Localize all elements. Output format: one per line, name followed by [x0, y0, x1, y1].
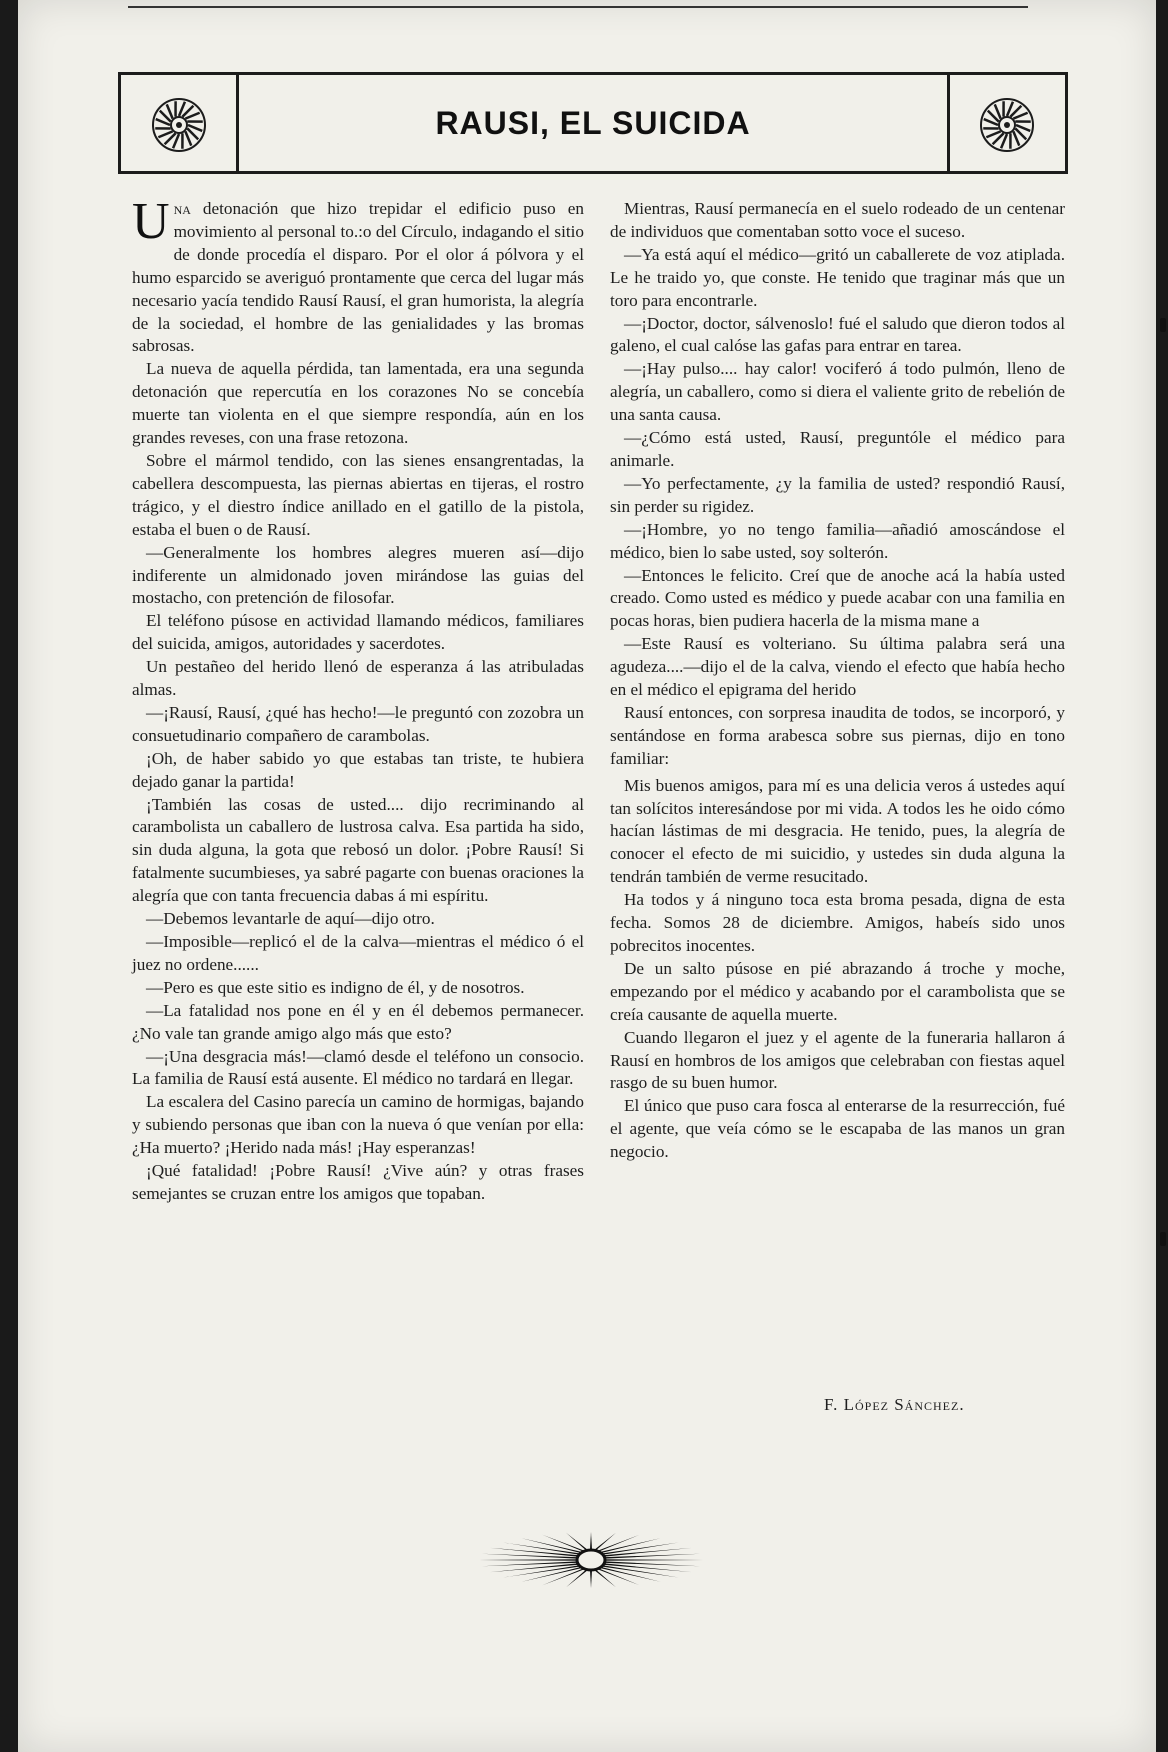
paragraph-text: Mientras, Rausí permanecía en el suelo rodeado de un centenar de individuos que comentaban sotto voce el suceso.: [610, 199, 1065, 241]
paragraph-text: —Este Rausí es volteriano. Su última palabra será una agudeza....—dijo el de la calva, viendo el efecto que había hecho en el médico el epigrama del herido: [610, 634, 1065, 700]
paragraph: [610, 889, 1065, 958]
rosette-ornament-icon: [149, 95, 209, 155]
paragraph: [610, 198, 1065, 244]
paragraph: [132, 908, 584, 931]
paragraph: [132, 977, 584, 1000]
paragraph: [610, 1027, 1065, 1096]
title-frame: [118, 72, 1068, 174]
paragraph-text: —La fatalidad nos pone en él y en él debemos permanecer. ¿No vale tan grande amigo algo más que esto?: [132, 1000, 584, 1043]
paragraph: [610, 519, 1065, 565]
paragraph: [132, 1000, 584, 1046]
sunburst-ornament-icon: [476, 1530, 706, 1590]
magazine-page: [18, 0, 1156, 1752]
paragraph-text: La nueva de aquella pérdida, tan lamentada, era una segunda detonación que repercutía en los corazones No se concebía muerte tan violenta en el que siempre respondía, aún en los grandes reveses, con una frase retozona.: [132, 359, 584, 448]
author-signature: F. López Sánchez.: [824, 1395, 965, 1414]
article-title: RAUSI, EL SUICIDA: [435, 104, 751, 141]
top-rule: [128, 6, 1028, 8]
paragraph: [132, 1046, 584, 1092]
paragraph: [132, 702, 584, 748]
paragraph: [610, 358, 1065, 427]
paragraph-text: De un salto púsose en pié abrazando á troche y moche, empezando por el médico y acabando por el carambolista que se creía causante de aquella muerte.: [610, 958, 1065, 1024]
paragraph-text: Ha todos y á ninguno toca esta broma pesada, digna de esta fecha. Somos 28 de diciembre. Amigos, habeís sido unos pobrecitos inocentes.: [610, 890, 1065, 955]
paragraph-text: ¡También las cosas de usted.... dijo recriminando al carambolista un caballero de lustrosa calva. Esa partida ha sido, sin duda alguna, la gota que rebosó un dolor. ¡Pobre Rausí! Si fatalmente sucumbieses, ya sabré pagarte con buenas oraciones la alegría que con tanta frecuencia dabas á mi espíritu.: [132, 794, 584, 906]
paragraph: [132, 542, 584, 611]
paragraph: [610, 1095, 1065, 1164]
paragraph-text: —Debemos levantarle de aquí—dijo otro.: [146, 909, 435, 929]
paragraph-text: El teléfono púsose en actividad llamando médicos, familiares del suicida, amigos, autoridades y sacerdotes.: [132, 611, 584, 654]
paragraph-text: —Imposible—replicó el de la calva—mientras el médico ó el juez no ordene......: [132, 932, 584, 974]
paragraph-text: La escalera del Casino parecía un camino de hormigas, bajando y subiendo personas que iban con la nueva ó que venían por ella: ¿Ha muerto? ¡Herido nada más! ¡Hay esperanzas!: [132, 1092, 584, 1158]
paragraph-text: —¿Cómo está usted, Rausí, preguntóle el médico para animarle.: [610, 428, 1065, 470]
frame-divider-right: [947, 72, 950, 174]
rosette-ornament-icon: [977, 95, 1037, 155]
left-column: [132, 193, 584, 1206]
paragraph-text: —¡Doctor, doctor, sálvenoslo! fué el saludo que dieron todos al galeno, el cual calóse las gafas para entrar en tarea.: [610, 313, 1065, 356]
paragraph: [610, 565, 1065, 634]
paragraph: [132, 794, 584, 909]
paragraph-text: Un pestañeo del herido llenó de esperanza á las atribuladas almas.: [132, 657, 584, 700]
paragraph: [610, 702, 1065, 771]
paragraph-text: —¡Rausí, Rausí, ¿qué has hecho!—le preguntó con zozobra un consuetudinario compañero de carambolas.: [132, 702, 584, 745]
paragraph: [132, 358, 584, 450]
paragraph: [610, 427, 1065, 473]
paragraph: [610, 958, 1065, 1027]
paragraph: [132, 610, 584, 656]
paragraph-text: El único que puso cara fosca al enterarse de la resurrección, fué el agente, que veía cómo se le escapaba de las manos un gran negocio.: [610, 1096, 1065, 1162]
edge-mark: [1160, 318, 1166, 332]
paragraph: [132, 656, 584, 702]
paragraph-text: ¡Qué fatalidad! ¡Pobre Rausí! ¿Vive aún? y otras frases semejantes se cruzan entre los amigos que topaban.: [132, 1161, 584, 1203]
paragraph: [610, 775, 1065, 890]
paragraph-text: —Generalmente los hombres alegres mueren así—dijo indiferente un almidonado joven mirándose las guias del mostacho, con pretención de filosofar.: [132, 542, 584, 608]
edge-mark: [1160, 1232, 1166, 1246]
paragraph: [132, 1160, 584, 1206]
paragraph: [610, 313, 1065, 359]
paragraph: [610, 633, 1065, 702]
paragraph-text: —¡Hombre, yo no tengo familia—añadió amoscándose el médico, bien lo sabe usted, soy solterón.: [610, 519, 1065, 562]
paragraph-text: —Pero es que este sitio es indigno de él, y de nosotros.: [146, 977, 525, 997]
right-column: [610, 198, 1065, 1164]
paragraph: [610, 473, 1065, 519]
paragraph-text: Sobre el mármol tendido, con las sienes ensangrentadas, la cabellera descompuesta, las piernas abiertas en tijeras, el rostro trágico, y el diestro índice anillado en el gatillo de la pistola, estaba el buen o de Rausí.: [132, 450, 584, 539]
paragraph-text: —Entonces le felicito. Creí que de anoche acá la había usted creado. Como usted es médico y puede acabar con una familia en pocas horas, bien pudiera hacerla de la misma mane a: [610, 565, 1065, 631]
paragraph-text: Rausí entonces, con sorpresa inaudita de todos, se incorporó, y sentándose en forma arabesca sobre sus piernas, dijo en tono familiar:: [610, 702, 1065, 768]
paragraph-text: —Ya está aquí el médico—gritó un caballerete de voz atiplada. Le he traido yo, que conste. He tenido que traginar más que un toro para encontrarle.: [610, 244, 1065, 310]
paragraph: [132, 748, 584, 794]
paragraph-text: Mis buenos amigos, para mí es una delicia veros á ustedes aquí tan solícitos interesándose por mi vida. A todos les he oido cómo hacían lástimas de mi desgracia. He tenido, pues, la alegría de conocer el efecto de mi suicidio, y ustedes sin duda alguna la tendrán también de verme resucitado.: [610, 775, 1065, 887]
paragraph-text: —Yo perfectamente, ¿y la familia de usted? respondió Rausí, sin perder su rigidez.: [610, 473, 1065, 516]
paragraph-text: —¡Una desgracia más!—clamó desde el teléfono un consocio. La familia de Rausí está ausente. El médico no tardará en llegar.: [132, 1046, 584, 1089]
drop-cap: U: [132, 193, 170, 250]
paragraph: [132, 1091, 584, 1160]
paragraph-text: ¡Oh, de haber sabido yo que estabas tan triste, te hubiera dejado ganar la partida!: [132, 748, 584, 791]
paragraph: [132, 931, 584, 977]
paragraph: [610, 244, 1065, 313]
paragraph-text: Cuando llegaron el juez y el agente de la funeraria hallaron á Rausí en hombros de los amigos que celebraban con fiestas aquel rasgo de su buen humor.: [610, 1027, 1065, 1093]
paragraph-text: detonación que hizo trepidar el edificio puso en movimiento al personal to.:o del Círculo, indagando el sitio de donde procedía el disparo. Por el olor á pólvora y el humo esparcido se averiguó prontamente que cerca del lugar más necesario yacía tendido Rausí Rausí, el gran humorista, la alegría de la sociedad, el hombre de las genialidades y las bromas sabrosas.: [132, 199, 584, 356]
paragraph: [132, 450, 584, 542]
lead-in: na: [173, 199, 191, 218]
paragraph-text: —¡Hay pulso.... hay calor! vociferó á todo pulmón, lleno de alegría, un caballero, como si diera el valiente grito de rebelión de una santa causa.: [610, 359, 1065, 425]
paragraph: [132, 193, 584, 358]
